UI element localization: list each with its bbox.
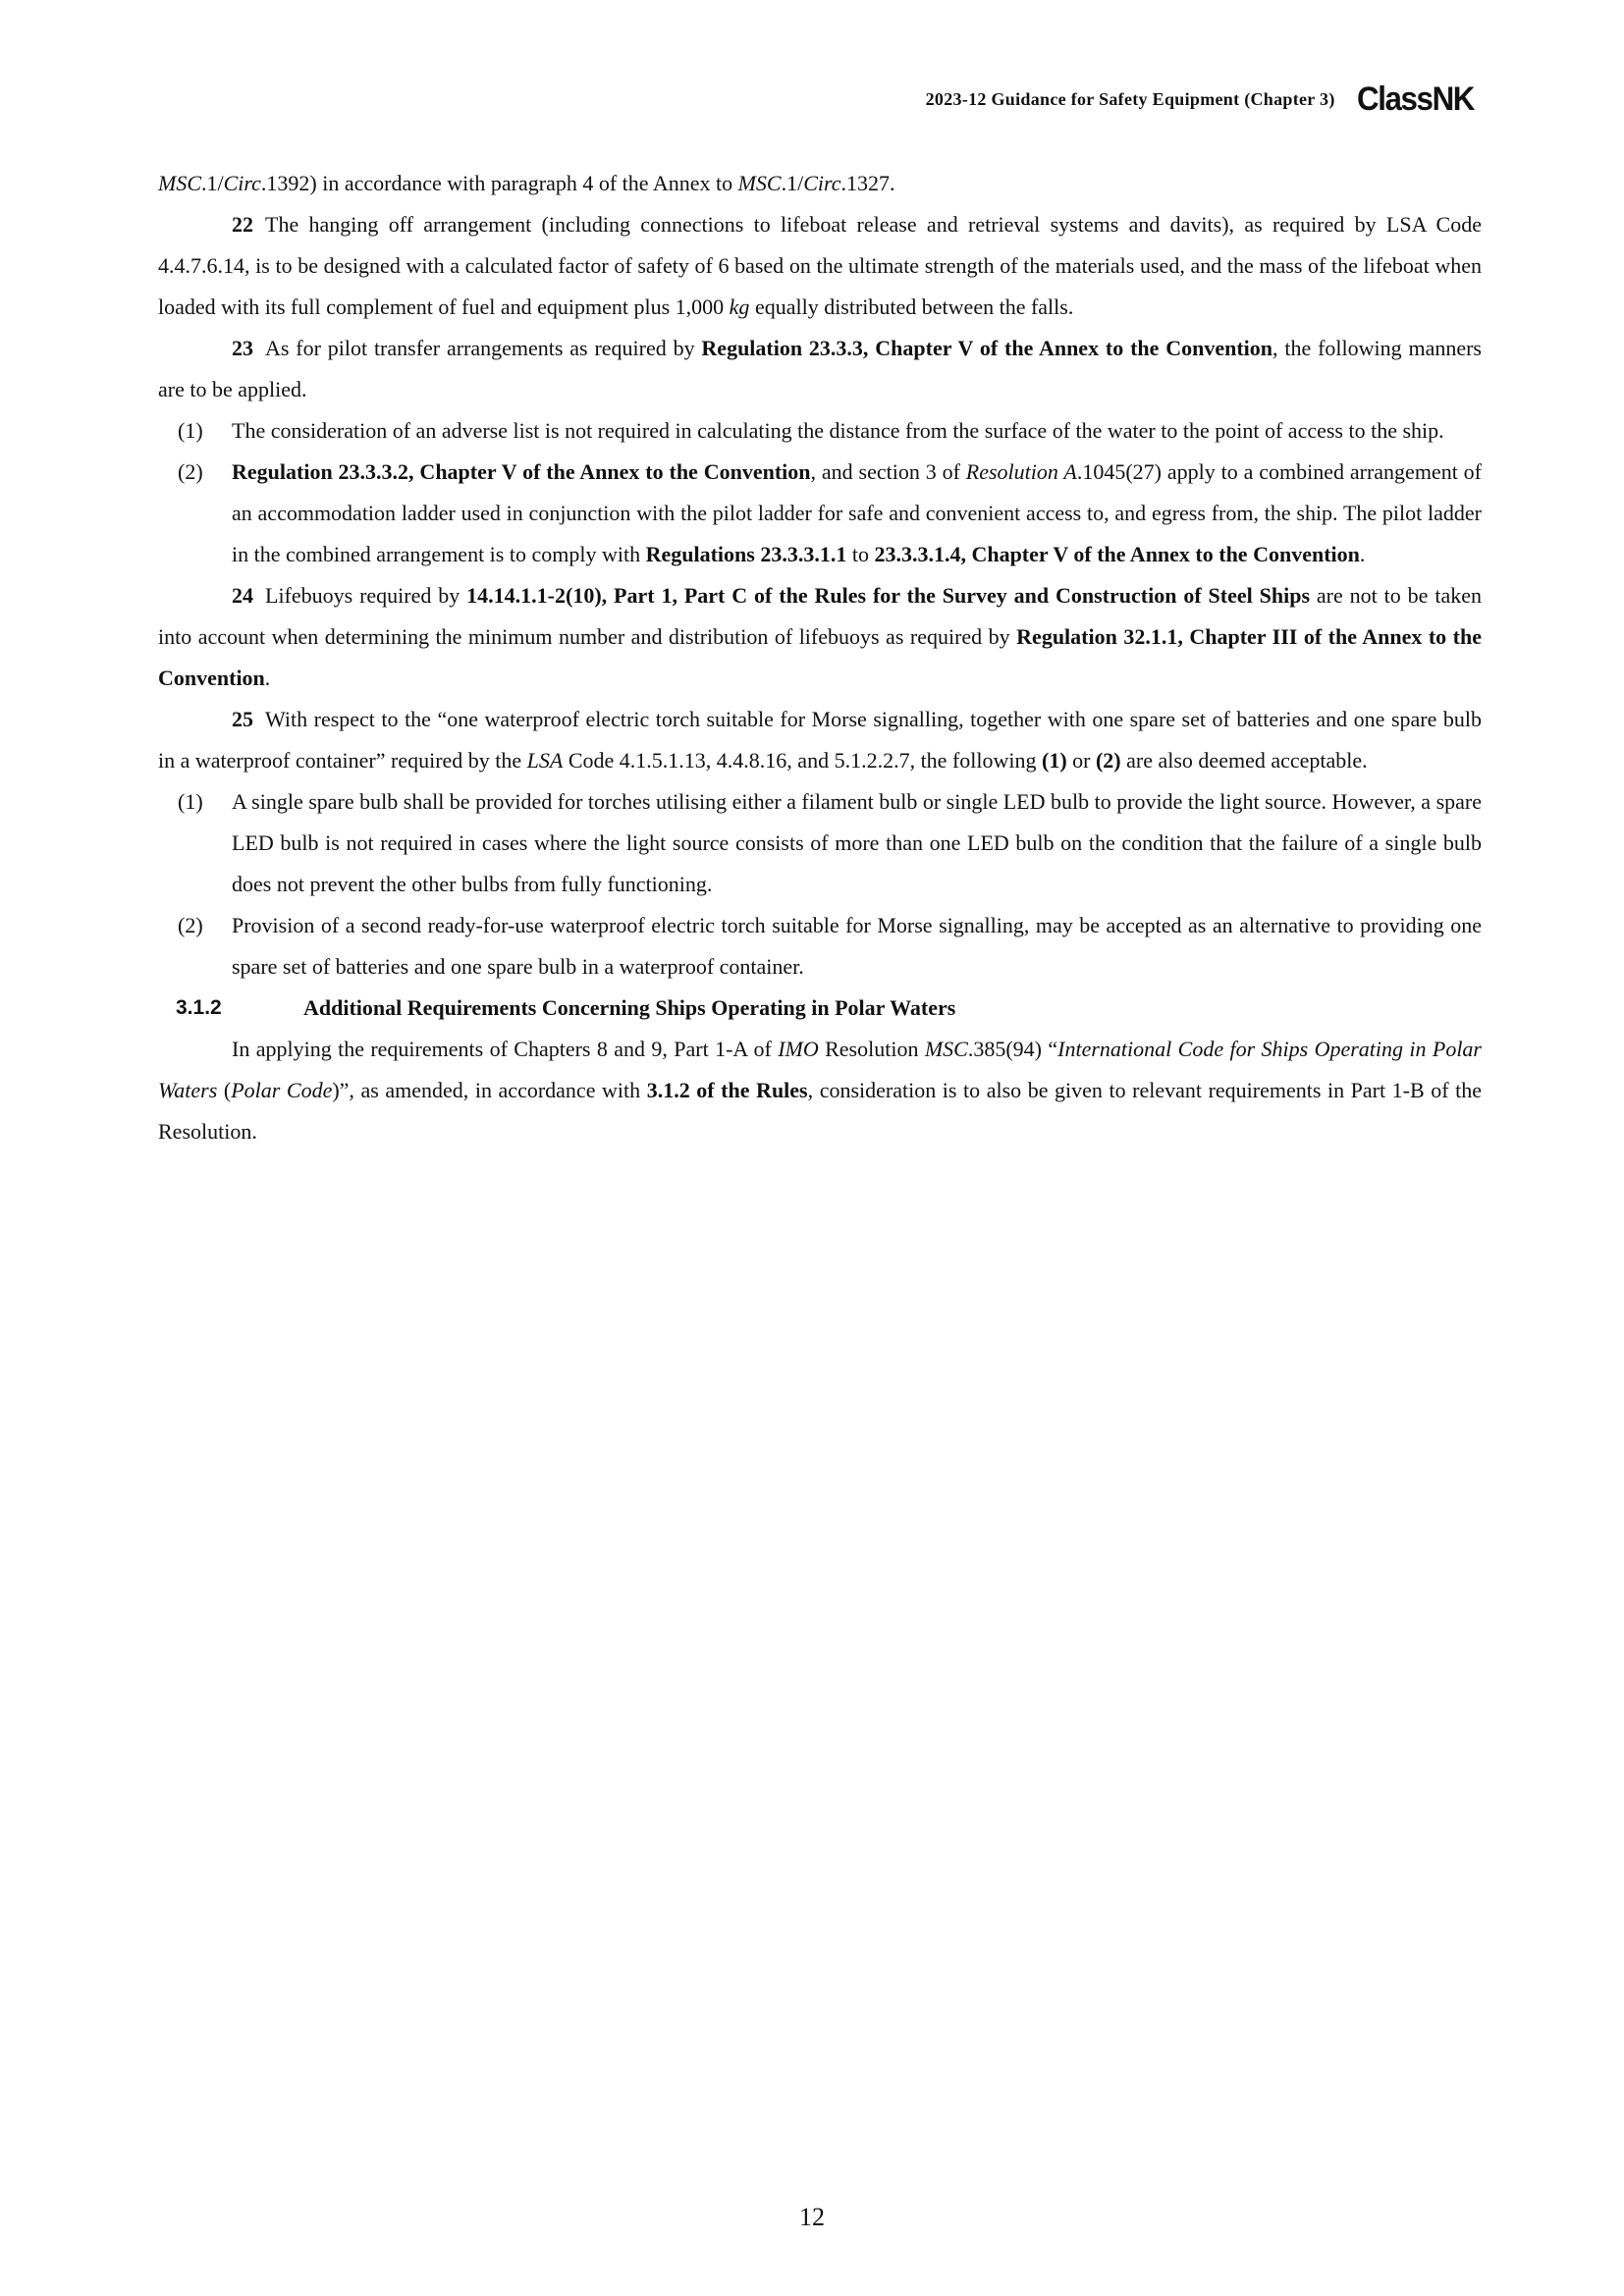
list-label: (2) [178,913,203,937]
text: .1/ [201,171,224,195]
text: Resolution [818,1037,925,1061]
list-label: (2) [178,459,203,484]
list-text: Provision of a second ready-for-use waterproof electric torch suitable for Morse signalling, may be accepted as an alternative to providing one spare set of batteries and one spare bulb in a waterproof container. [232,913,1482,979]
document-body [158,163,1482,1152]
text: , and section 3 of [810,459,966,484]
paragraph-number: 25 [232,707,253,731]
section-heading [176,988,1482,1029]
list-item [178,905,1482,988]
text: are also deemed acceptable. [1120,748,1368,773]
text: are not to be taken into account when determining the minimum number and distribution of lifebuoys as required by [158,583,1482,649]
italic-text: Circ [803,171,841,195]
list-item [178,781,1482,905]
text: equally distributed between the falls. [749,294,1074,319]
list-label: (1) [178,789,203,814]
section-number: 3.1.2 [176,996,222,1019]
paragraph-continuation [158,163,1482,204]
paragraph-number: 24 [232,583,253,608]
paragraph-25 [158,699,1482,781]
page-number: 12 [799,2203,825,2231]
list-item [178,452,1482,575]
text: . [1359,542,1366,566]
text: to [846,542,875,566]
text: ( [217,1078,232,1102]
text: .1327. [840,171,895,195]
classnk-logo: ClassNK [1356,80,1474,118]
italic-text: International Code for Ships Operating in Polar Waters [158,1037,1482,1102]
text: As for pilot transfer arrangements as required by [265,336,702,360]
text: .1/ [781,171,804,195]
text: or [1066,748,1096,773]
bold-text: Regulation 32.1.1, Chapter III of the Annex to the Convention [158,624,1482,690]
bold-text: Regulations 23.3.3.1.1 [645,542,847,566]
italic-text: Polar Code [231,1078,333,1102]
bold-text: 3.1.2 of the Rules [646,1078,808,1102]
text: . [264,666,271,690]
paragraph-23 [158,328,1482,410]
paragraph-22 [158,204,1482,328]
italic-text: IMO [778,1037,819,1061]
paragraph-24 [158,575,1482,699]
bold-text: 14.14.1.1-2(10), Part 1, Part C of the Rules for the Survey and Construction of Steel Ships [466,583,1311,608]
italic-text: Circ [223,171,261,195]
bold-text: Regulation 23.3.3.2, Chapter V of the Annex to the Convention [232,459,811,484]
text: Code 4.1.5.1.13, 4.4.8.16, and 5.1.2.2.7, the following [563,748,1042,773]
italic-text: LSA [526,748,564,773]
list-item [178,410,1482,452]
text: )”, as amended, in accordance with [332,1078,647,1102]
paragraph-number: 22 [232,212,253,237]
text: .385(94) “ [967,1037,1058,1061]
list-text [232,452,1482,575]
text: , consideration is to also be given to relevant requirements in Part 1-B of the Resolution. [158,1078,1482,1144]
bold-text: (2) [1095,748,1121,773]
section-title: Additional Requirements Concerning Ships Operating in Polar Waters [303,995,956,1020]
italic-text: MSC [158,171,201,195]
italic-text: MSC [737,171,782,195]
bold-text: (1) [1042,748,1067,773]
text: The hanging off arrangement (including connections to lifeboat release and retrieval systems and davits), as required by LSA Code 4.4.7.6.14, is to be designed with a calculated factor of safety of 6 based on the ultimate strength of the materials used, and the mass of the lifeboat when loaded with its full complement of fuel and equipment plus 1,000 [158,212,1482,319]
text: .1045(27) apply to a combined arrangement of an accommodation ladder used in conjunction with the pilot ladder for safe and convenient access to, and egress from, the ship. The pilot ladder in the combined arrangement is to comply with [232,459,1483,566]
bold-text: 23.3.3.1.4, Chapter V of the Annex to the Convention [874,542,1360,566]
header-title: 2023-12 Guidance for Safety Equipment (Chapter 3) [925,89,1335,109]
text: In applying the requirements of Chapters 8 and 9, Part 1-A of [232,1037,779,1061]
list-text: The consideration of an adverse list is not required in calculating the distance from the surface of the water to the point of access to the ship. [232,418,1444,443]
text: Lifebuoys required by [265,583,467,608]
italic-text: kg [729,294,750,319]
italic-text: Resolution A [965,459,1077,484]
list-label: (1) [178,418,203,443]
list-text: A single spare bulb shall be provided for torches utilising either a filament bulb or single LED bulb to provide the light source. However, a spare LED bulb is not required in cases where the light source consists of more than one LED bulb on the condition that the failure of a single bulb does not prevent the other bulbs from fully functioning. [232,789,1482,896]
text: , the following manners are to be applied. [158,336,1482,401]
text: With respect to the “one waterproof electric torch suitable for Morse signalling, together with one spare set of batteries and one spare bulb in a waterproof container” required by the [158,707,1482,773]
paragraph-number: 23 [232,336,253,360]
page-header [926,80,1484,119]
text: .1392) in accordance with paragraph 4 of the Annex to [260,171,738,195]
italic-text: MSC [924,1037,968,1061]
section-paragraph [158,1029,1482,1152]
bold-text: Regulation 23.3.3, Chapter V of the Annex to the Convention [701,336,1273,360]
